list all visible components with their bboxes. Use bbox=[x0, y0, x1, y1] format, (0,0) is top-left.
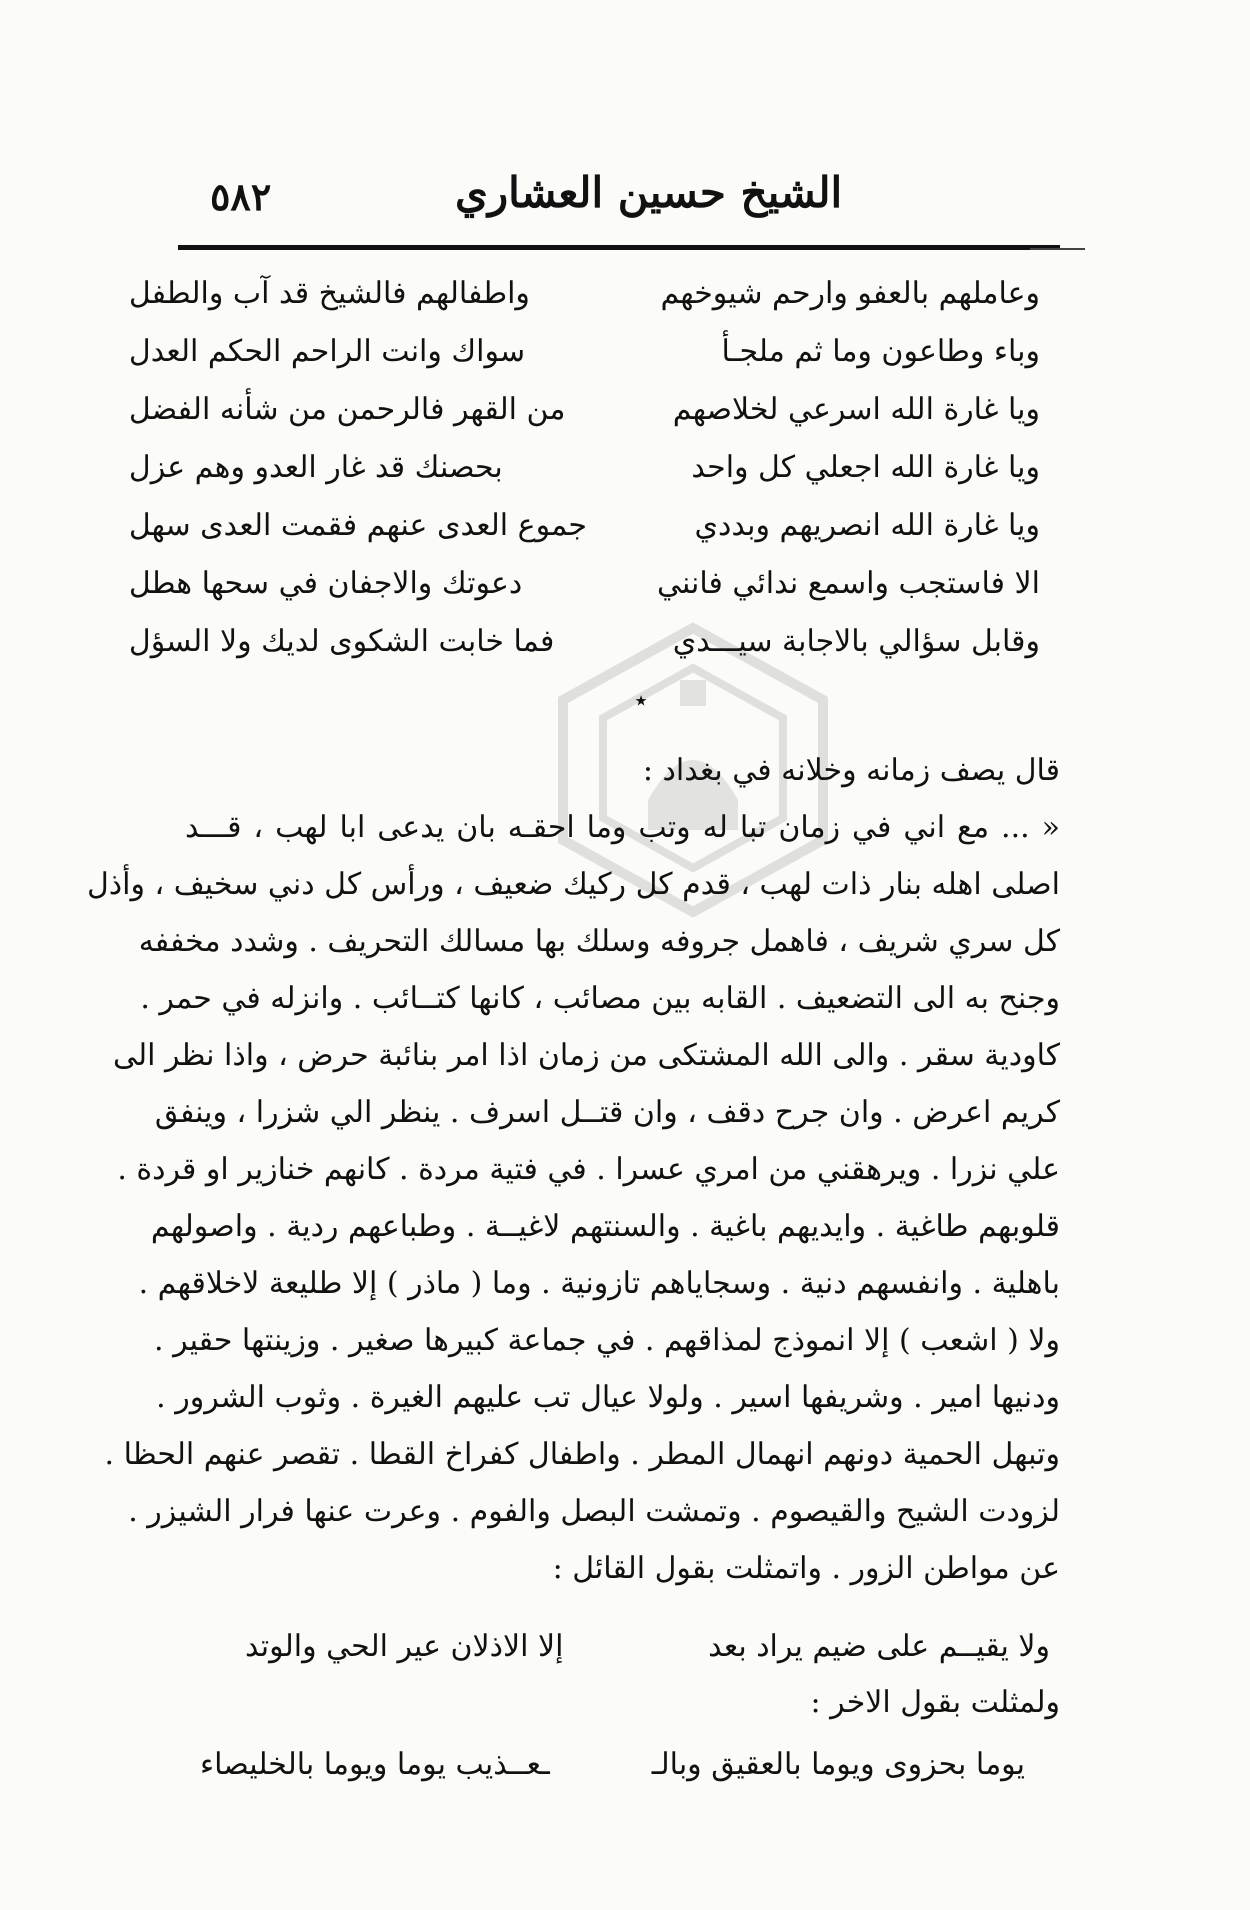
poem bbox=[128, 270, 1040, 666]
poem-line-7-first-half: وقابل سؤالي بالاجابة سيـــدي bbox=[672, 624, 1040, 659]
prose-line: كاودية سقر . والى الله المشتكى من زمان اذا امر بنائبة حرض ، واذا نظر الى bbox=[112, 1038, 1060, 1073]
quoted-verse-first-half: ولا يقيــم على ضيم يراد بعد bbox=[708, 1629, 1050, 1664]
final-verse bbox=[200, 1740, 1025, 1790]
poem-line-4-first-half: ويا غارة الله اجعلي كل واحد bbox=[691, 450, 1040, 485]
prose-line: وجنح به الى التضعيف . القابه بين مصائب ، كانها كتــائب . وانزله في حمر . bbox=[140, 981, 1060, 1016]
poem-line-6-second-half: دعوتك والاجفان في سحها هطل bbox=[128, 566, 523, 601]
header-rule-end bbox=[1030, 248, 1085, 250]
prose-intro: قال يصف زمانه وخلانه في بغداد : bbox=[642, 753, 1060, 788]
quotation-cue: ولمثلت بقول الاخر : bbox=[810, 1685, 1060, 1720]
prose-line: اصلى اهله بنار ذات لهب ، قدم كل ركيك ضعيف ، ورأس كل دني سخيف ، وأذل bbox=[87, 867, 1060, 902]
final-verse-first-half: يوما بحزوى ويوما بالعقيق وبالـ bbox=[651, 1747, 1025, 1782]
prose-section bbox=[87, 742, 1060, 1597]
prose-line: علي نزرا . ويرهقني من امري عسرا . في فتية مردة . كانهم خنازير او قردة . bbox=[117, 1152, 1060, 1187]
quoted-verse bbox=[245, 1622, 1050, 1672]
poem-line-1-second-half: واطفالهم فالشيخ قد آب والطفل bbox=[128, 276, 530, 311]
prose-line: لزودت الشيح والقيصوم . وتمشت البصل والفوم . وعرت عنها فرار الشيزر . bbox=[128, 1494, 1060, 1529]
page-header bbox=[170, 160, 1060, 250]
prose-line: كل سري شريف ، فاهمل جروفه وسلك بها مسالك التحريف . وشدد مخففه bbox=[138, 924, 1060, 959]
prose-line: « ... مع اني في زمان تبا له وتب وما احقـه بان يدعى ابا لهب ، قـــد bbox=[185, 810, 1060, 845]
header-rule bbox=[178, 245, 1060, 250]
prose-line: ودنيها امير . وشريفها اسير . ولولا عيال تب عليهم الغيرة . وثوب الشرور . bbox=[156, 1380, 1060, 1415]
final-verse-second-half: ـعــذيب يوما ويوما بالخليصاء bbox=[200, 1747, 550, 1782]
prose-line: باهلية . وانفسهم دنية . وسجاياهم تازونية . وما ( ماذر ) إلا طليعة لاخلاقهم . bbox=[138, 1266, 1060, 1301]
section-ornament: ٭ bbox=[634, 686, 648, 714]
prose-body bbox=[87, 799, 1060, 1597]
poem-line-3-first-half: ويا غارة الله اسرعي لخلاصهم bbox=[672, 392, 1040, 427]
poem-line-4-second-half: بحصنك قد غار العدو وهم عزل bbox=[128, 450, 503, 485]
running-title: الشيخ حسين العشاري bbox=[455, 168, 843, 217]
poem-line-2-second-half: سواك وانت الراحم الحكم العدل bbox=[128, 334, 526, 369]
prose-line: عن مواطن الزور . واتمثلت بقول القائل : bbox=[552, 1551, 1060, 1586]
poem-line-2-first-half: وباء وطاعون وما ثم ملجـأ bbox=[721, 334, 1040, 369]
poem-line-5-first-half: ويا غارة الله انصريهم وبددي bbox=[694, 508, 1040, 543]
poem-line-3-second-half: من القهر فالرحمن من شأنه الفضل bbox=[128, 392, 566, 427]
poem-line-5-second-half: جموع العدى عنهم فقمت العدى سهل bbox=[128, 508, 587, 543]
poem-line-7-second-half: فما خابت الشكوى لديك ولا السؤل bbox=[128, 624, 555, 659]
quoted-verse-second-half: إلا الاذلان عير الحي والوتد bbox=[245, 1629, 564, 1664]
prose-line: وتبهل الحمية دونهم انهمال المطر . واطفال كفراخ القطا . تقصر عنهم الحظا . bbox=[104, 1437, 1060, 1472]
page-number: ٥٨٢ bbox=[210, 174, 272, 219]
prose-line: قلوبهم طاغية . وايديهم باغية . والسنتهم لاغيــة . وطباعهم ردية . واصولهم bbox=[150, 1209, 1060, 1244]
prose-line: ولا ( اشعب ) إلا انموذج لمذاقهم . في جماعة كبيرها صغير . وزينتها حقير . bbox=[154, 1323, 1060, 1358]
prose-line: كريم اعرض . وان جرح دقف ، وان قتــل اسرف . ينظر الي شزرا ، وينفق bbox=[154, 1095, 1060, 1130]
poem-line-6-first-half: الا فاستجب واسمع ندائي فانني bbox=[656, 566, 1040, 601]
poem-line-1-first-half: وعاملهم بالعفو وارحم شيوخهم bbox=[660, 276, 1040, 311]
